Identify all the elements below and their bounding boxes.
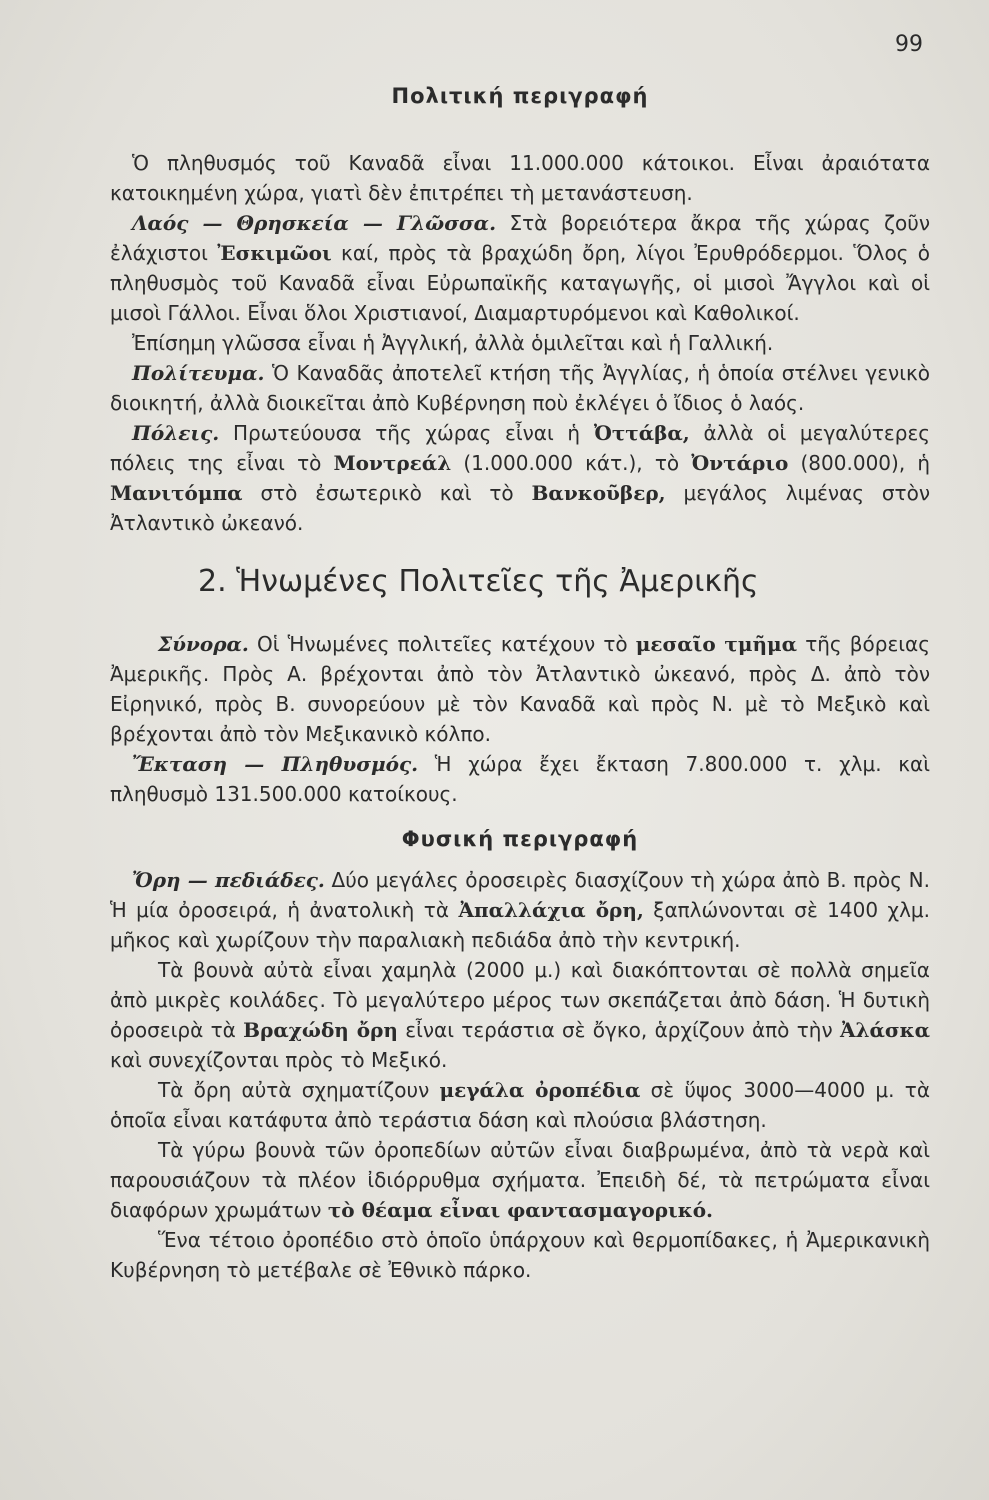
bold-term: Βανκοῦβερ, [531, 481, 666, 505]
text-segment: ἀλλὰ οἱ μεγαλύτερες πόλεις της εἶναι τὸ [110, 421, 930, 475]
paragraph-borders [110, 629, 930, 749]
text-segment: ξαπλώνονται σὲ 1400 χλμ. μῆκος καὶ χωρίζουν τὴν παραλιακὴ πεδιάδα ἀπὸ τὴν κεντρική. [110, 898, 930, 952]
paragraph-national-park: Ἕνα τέτοιο ὀροπέδιο στὸ ὁποῖο ὑπάρχουν καὶ θερμοπίδακες, ἡ Ἀμερικανικὴ Κυβέρνηση τὸ μετέβαλε σὲ Ἐθνικὸ πάρκο. [110, 1228, 930, 1282]
paragraph-mountains-plains [110, 865, 930, 955]
heading-political-description: Πολιτική περιγραφή [391, 84, 649, 108]
lead-government: Πολίτευμα. [132, 361, 265, 385]
lead-borders: Σύνορα. [158, 632, 249, 656]
lead-mountains-plains: Ὄρη — πεδιάδες. [132, 868, 325, 892]
paragraph-population: Ὁ πληθυσμός τοῦ Καναδᾶ εἶναι 11.000.000 κάτοικοι. Εἶναι ἀραιότατα κατοικημένη χώρα, γιατὶ δὲν ἐπιτρέπει τὴ μετανάστευση. [110, 151, 930, 205]
text-segment: μεγάλος λιμένας στὸν Ἀτλαντικὸ ὠκεανό. [110, 481, 931, 535]
heading-physical-description: Φυσική περιγραφή [401, 827, 639, 851]
text-segment: καὶ συνεχίζονται πρὸς τὸ Μεξικό. [110, 1048, 448, 1072]
page-number: 99 [895, 32, 923, 57]
bold-term: Μανιτόμπα [110, 481, 243, 505]
text-segment: Οἱ Ἡνωμένες πολιτεῖες κατέχουν τὸ [248, 632, 636, 656]
paragraph-government [110, 358, 930, 418]
text-segment: (800.000), ἡ [788, 451, 931, 475]
text-segment: (1.000.000 κάτ.), τὸ [451, 451, 692, 475]
lead-area-population: Ἔκταση — Πληθυσμός. [132, 752, 419, 776]
bold-term: μεγάλα ὀροπέδια [439, 1078, 641, 1102]
text-segment: σὲ ὕψος 3000—4000 μ. τὰ ὁποῖα εἶναι κατάφυτα ἀπὸ τεράστια δάση καὶ πλούσια βλάστηση. [110, 1078, 931, 1132]
bold-term: μεσαῖο τμῆμα [635, 632, 798, 656]
text-segment: Τὰ ὄρη αὐτὰ σχηματίζουν [158, 1078, 440, 1102]
bold-term: τὸ θέαμα εἶναι φαντασμαγορικό. [327, 1198, 713, 1222]
bold-term: Μοντρεάλ [333, 451, 452, 475]
text-segment: Στὰ βορειότερα ἄκρα τῆς χώρας ζοῦν ἐλάχιστοι [110, 211, 931, 265]
text-segment: Ὁ Καναδᾶς ἀποτελεῖ κτήση τῆς Ἀγγλίας, ἡ ὁποία στέλνει γενικὸ διοικητή, ἀλλὰ διοικεῖται ἀπὸ Κυβέρνηση ποὺ ἐκλέγει ὁ ἴδιος ὁ λαός. [110, 361, 930, 415]
text-segment: Τὰ γύρω βουνὰ τῶν ὀροπεδίων αὐτῶν εἶναι διαβρωμένα, ἀπὸ τὰ νερὰ καὶ παρουσιάζουν τὰ πλέον ἰδιόρρυθμα σχήματα. Ἐπειδὴ δέ, τὰ πετρώματα εἶναι διαφόρων χρωμάτων [110, 1138, 930, 1222]
text-segment: εἶναι τεράστια σὲ ὄγκο, ἁρχίζουν ἀπὸ τὴν [397, 1018, 840, 1042]
bold-term: Ὀντάριο [691, 451, 789, 475]
paragraph-eroded-mountains [110, 1135, 930, 1225]
lead-cities: Πόλεις. [132, 421, 220, 445]
text-segment: Τὰ βουνὰ αὐτὰ εἶναι χαμηλὰ (2000 μ.) καὶ διακόπτονται σὲ πολλὰ σημεῖα ἀπὸ μικρὲς κοιλάδες. Τὸ μεγαλύτερο μέρος των σκεπάζεται ἀπὸ δάση. Ἡ δυτικὴ ὀροσειρὰ τὰ [110, 958, 930, 1042]
paragraph-area-population [110, 749, 930, 809]
lead-people-religion-language: Λαός — Θρησκεία — Γλῶσσα. [132, 211, 497, 235]
paragraph-plateaus [110, 1075, 930, 1135]
page-content [110, 78, 930, 1285]
text-segment: Ἡ χώρα ἔχει ἔκταση 7.800.000 τ. χλμ. καὶ πληθυσμὸ 131.500.000 κατοίκους. [110, 752, 930, 806]
text-segment: τῆς βόρειας Ἀμερικῆς. Πρὸς Α. βρέχονται ἀπὸ τὸν Ἀτλαντικὸ ὠκεανό, πρὸς Δ. ἀπὸ τὸν Εἰρηνικό, πρὸς Β. συνορεύουν μὲ τὸν Καναδᾶ καὶ πρὸς Ν. μὲ τὸ Μεξικὸ καὶ βρέχονται ἀπὸ τὸν Μεξικανικὸ κόλπο. [110, 632, 930, 746]
bold-term: Βραχώδη ὄρη [243, 1018, 398, 1042]
bold-term: Ὀττάβα, [593, 421, 690, 445]
bold-term: Ἀλάσκα [839, 1018, 930, 1042]
bold-term: Ἀπαλλάχια ὄρη, [458, 898, 644, 922]
text-segment: Δύο μεγάλες ὀροσειρὲς διασχίζουν τὴ χώρα ἀπὸ Β. πρὸς Ν. Ἡ μία ὀροσειρά, ἡ ἀνατολικὴ τὰ [110, 868, 930, 922]
paragraph-official-language: Ἐπίσημη γλῶσσα εἶναι ἡ Ἀγγλική, ἀλλὰ ὁμιλεῖται καὶ ἡ Γαλλική. [132, 331, 774, 355]
paragraph-low-mountains [110, 955, 930, 1075]
paragraph-cities [110, 418, 930, 538]
section-title-united-states: 2. Ἡνωμένες Πολιτεῖες τῆς Ἀμερικῆς [198, 564, 759, 599]
text-segment: καί, πρὸς τὰ βραχώδη ὄρη, λίγοι Ἐρυθρόδερμοι. Ὅλος ὁ πληθυσμὸς τοῦ Καναδᾶ εἶναι Εὐρωπαϊκῆς καταγωγῆς, οἱ μισοὶ Ἄγγλοι καὶ οἱ μισοὶ Γάλλοι. Εἶναι ὅλοι Χριστιανοί, Διαμαρτυρόμενοι καὶ Καθολικοί. [110, 241, 930, 325]
text-segment: Πρωτεύουσα τῆς χώρας εἶναι ἡ [219, 421, 594, 445]
bold-term: Ἐσκιμῶοι [217, 241, 332, 265]
text-segment: στὸ ἐσωτερικὸ καὶ τὸ [242, 481, 532, 505]
paragraph-people-religion-language [110, 208, 930, 328]
